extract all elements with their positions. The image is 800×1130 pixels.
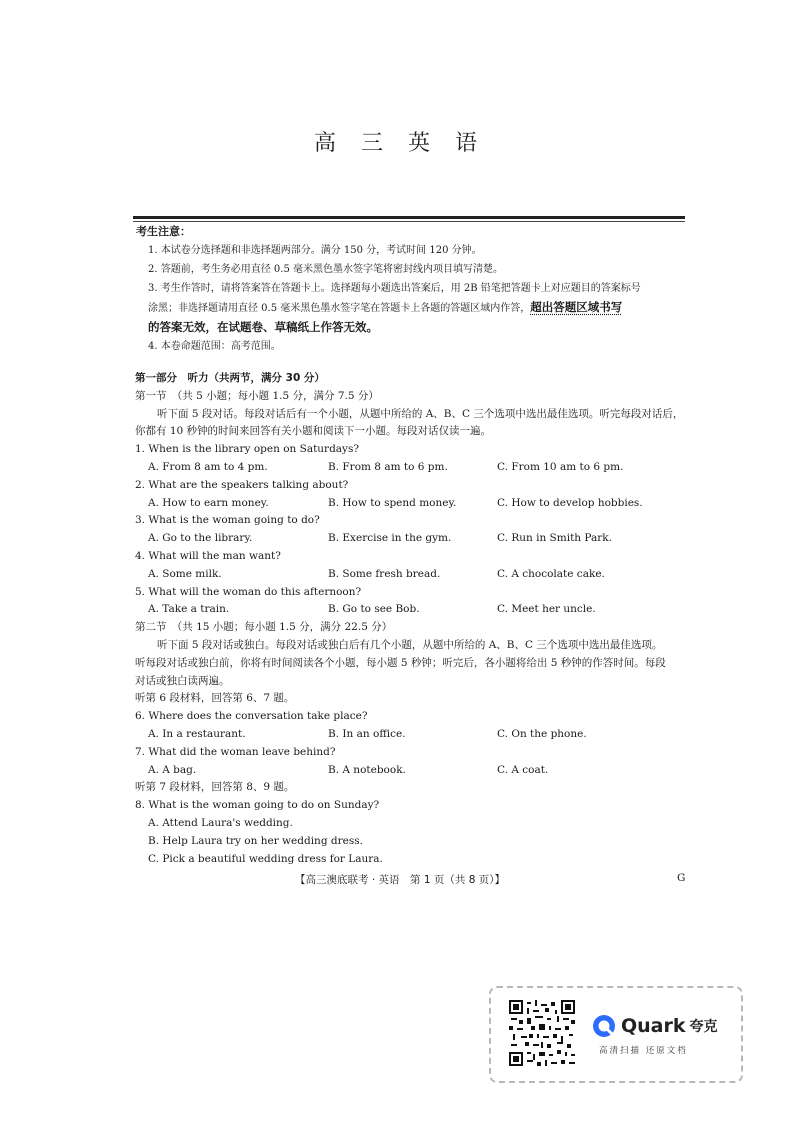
part1-heading: 第一部分 听力（共两节，满分 30 分） — [135, 372, 325, 384]
section2-instr-1: 听下面 5 段对话或独白。每段对话或独白后有几个小题，从题中所给的 A、B、C 三个选项中选出最佳选项。 — [157, 638, 663, 651]
qr-code-icon — [509, 1000, 575, 1066]
notice-item-3: 3. 考生作答时，请将答案答在答题卡上。选择题每小题选出答案后，用 2B 铅笔把答题卡上对应题目的答案标号 — [148, 283, 641, 294]
option-b: B. How to spend money. — [328, 496, 457, 509]
option-c: C. How to develop hobbies. — [497, 496, 643, 509]
section2-heading: 第二节 （共 15 小题；每小题 1.5 分，满分 22.5 分） — [135, 621, 393, 634]
option-b: B. Exercise in the gym. — [328, 532, 452, 545]
quark-logo — [592, 1014, 718, 1038]
option-a: A. In a restaurant. — [148, 727, 246, 740]
option-a: A. Some milk. — [148, 567, 222, 580]
question-2-options — [135, 495, 695, 513]
material-7-note: 听第 7 段材料，回答第 8、9 题。 — [135, 781, 295, 794]
option-c: C. A chocolate cake. — [497, 567, 605, 580]
question-2: 2. What are the speakers talking about? — [135, 478, 349, 491]
question-6-options — [135, 726, 695, 744]
option-b: B. Some fresh bread. — [328, 567, 441, 580]
option-b: B. Go to see Bob. — [328, 603, 420, 616]
option-c: C. A coat. — [497, 763, 549, 776]
page-title: 高 三 英 语 — [314, 131, 486, 156]
header-rule-thick — [133, 216, 685, 219]
quark-brand-cn: 夸克 — [689, 1019, 718, 1035]
option-a: A. From 8 am to 4 pm. — [148, 460, 268, 473]
question-1-options — [135, 459, 695, 477]
section2-instr-3: 对话或独白读两遍。 — [135, 674, 230, 687]
option-c: C. Pick a beautiful wedding dress for Laura. — [148, 852, 383, 865]
option-a: A. Attend Laura's wedding. — [148, 816, 293, 829]
quark-logo-icon — [592, 1014, 616, 1038]
question-7: 7. What did the woman leave behind? — [135, 745, 336, 758]
option-c: C. Run in Smith Park. — [497, 532, 612, 545]
material-6-note: 听第 6 段材料，回答第 6、7 题。 — [135, 692, 295, 705]
quark-scan-badge — [489, 986, 743, 1083]
question-4-options — [135, 566, 695, 584]
option-c: C. Meet her uncle. — [497, 603, 596, 616]
quark-slogan: 高清扫描 还原文档 — [599, 1046, 688, 1056]
option-b: B. Help Laura try on her wedding dress. — [148, 834, 363, 847]
question-1: 1. When is the library open on Saturdays? — [135, 443, 360, 456]
option-b: B. From 8 am to 6 pm. — [328, 460, 448, 473]
footer-version-code: G — [677, 872, 686, 884]
option-b: B. A notebook. — [328, 763, 406, 776]
exam-notice — [136, 222, 696, 356]
notice-item-3-emphasis: 超出答题区域书写 — [530, 300, 623, 314]
notice-item-3-cont — [136, 298, 696, 318]
option-a: A. A bag. — [148, 763, 197, 776]
question-4: 4. What will the man want? — [135, 549, 281, 562]
listening-part — [135, 370, 695, 868]
option-b: B. In an office. — [328, 727, 406, 740]
notice-item-2: 2. 答题前，考生务必用直径 0.5 毫米黑色墨水签字笔将密封线内项目填写清楚。 — [148, 264, 503, 275]
option-a: A. Go to the library. — [148, 532, 253, 545]
notice-item-3-plain: 涂黑；非选择题请用直径 0.5 毫米黑色墨水签字笔在答题卡上各题的答题区域内作答， — [148, 303, 531, 314]
quark-brand: Quark — [621, 1015, 686, 1037]
section1-heading: 第一节 （共 5 小题；每小题 1.5 分，满分 7.5 分） — [135, 389, 379, 402]
question-6: 6. Where does the conversation take place? — [135, 710, 368, 723]
option-c: C. On the phone. — [497, 727, 587, 740]
option-c: C. From 10 am to 6 pm. — [497, 460, 624, 473]
notice-item-1: 1. 本试卷分选择题和非选择题两部分。满分 150 分，考试时间 120 分钟。 — [148, 245, 482, 256]
option-a: A. Take a train. — [148, 603, 230, 616]
question-7-options — [135, 762, 695, 780]
notice-item-3-line3: 的答案无效，在试题卷、草稿纸上作答无效。 — [148, 320, 378, 334]
option-a: A. How to earn money. — [148, 496, 269, 509]
section1-instr-2: 你都有 10 秒钟的时间来回答有关小题和阅读下一小题。每段对话仅读一遍。 — [135, 425, 492, 438]
question-8-options — [135, 815, 695, 868]
notice-heading: 考生注意： — [136, 225, 191, 238]
footer-page-info: 【高三澳底联考 · 英语 第 1 页（共 8 页）】 — [295, 874, 505, 886]
question-3: 3. What is the woman going to do? — [135, 514, 320, 527]
section2-instr-2: 听每段对话或独白前，你将有时间阅读各个小题，每小题 5 秒钟；听完后，各小题将给出 5 秒钟的作答时间。每段 — [135, 656, 666, 669]
question-3-options — [135, 530, 695, 548]
question-8: 8. What is the woman going to do on Sunday? — [135, 799, 380, 812]
section1-instr-1: 听下面 5 段对话。每段对话后有一个小题，从题中所给的 A、B、C 三个选项中选出最佳选项。听完每段对话后， — [157, 407, 684, 420]
question-5-options — [135, 601, 695, 619]
notice-item-4: 4. 本卷命题范围：高考范围。 — [148, 341, 281, 352]
question-5: 5. What will the woman do this afternoon? — [135, 585, 362, 598]
